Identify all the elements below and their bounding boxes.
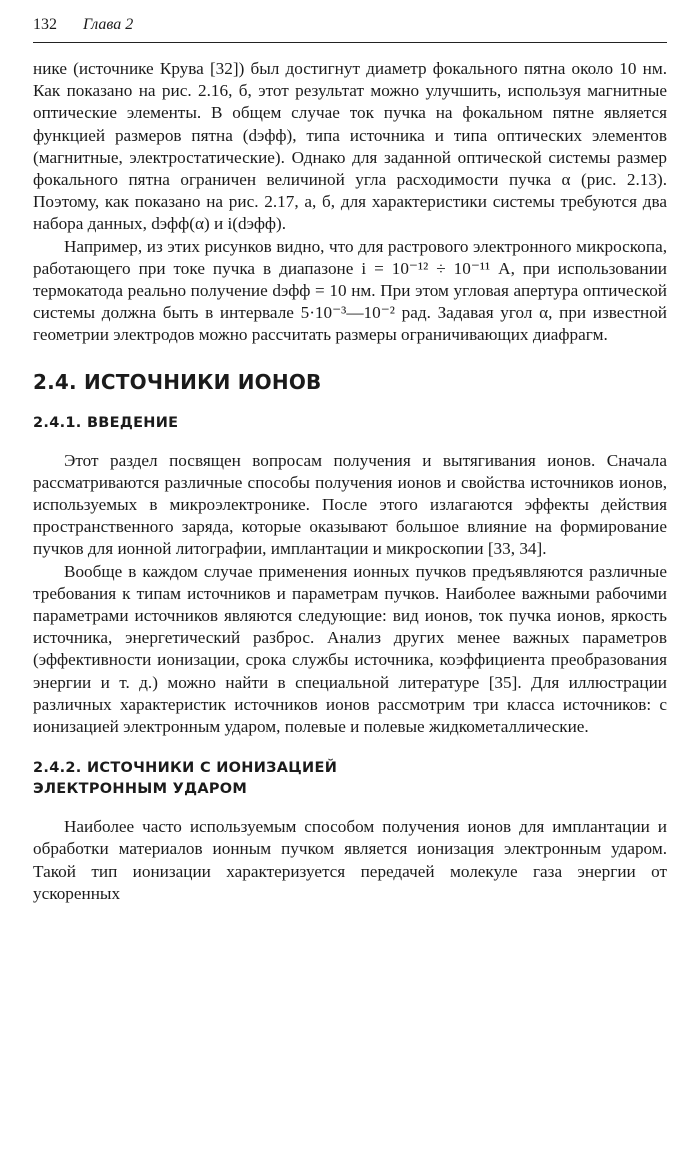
subsection-heading-1: 2.4.1. ВВЕДЕНИЕ xyxy=(33,414,179,431)
chapter-title: Глава 2 xyxy=(83,16,134,33)
header-rule xyxy=(33,42,667,43)
subsection-heading-2-line1: 2.4.2. ИСТОЧНИКИ С ИОНИЗАЦИЕЙ xyxy=(33,760,338,777)
page-body xyxy=(33,58,667,905)
paragraph-4: Вообще в каждом случае применения ионных пучков предъявляются различные требования к типам источников и параметрам пучков. Наиболее важными рабочими параметрами источников являются следующие: вид ионов, ток пучка ионов, яркость источника, энергетический разброс. Анализ других менее важных параметров (эффективности ионизации, срока службы источника, коэффициента преобразования энергии и т. д.) можно найти в специальной литературе [35]. Для иллюстрации различных характеристик источников ионов рассмотрим три класса источников: с ионизацией электронным ударом, полевые и полевые жидкометаллические. xyxy=(33,561,667,737)
subsection-heading-2 xyxy=(33,758,667,800)
paragraph-5: Наиболее часто используемым способом получения ионов для имплантации и обработки материалов ионным пучком является ионизация электронным ударом. Такой тип ионизации характеризуется передачей молекуле газа энергии от ускоренных xyxy=(33,817,667,903)
paragraph-1: нике (источнике Крува [32]) был достигнут диаметр фокального пятна около 10 нм. Как показано на рис. 2.16, б, этот результат можно улучшить, используя магнитные оптические элементы. В общем случае ток пучка на фокальном пятне является функцией размеров пятна (dэфф), типа источника и типа оптических элементов (магнитные, электростатические). Однако для заданной оптической системы размер фокального пятна ограничен величиной угла расходимости пучка α (рис. 2.13). Поэтому, как показано на рис. 2.17, а, б, для характеристики системы требуются два набора данных, dэфф(α) и i(dэфф). xyxy=(33,59,667,234)
paragraph-3: Этот раздел посвящен вопросам получения и вытягивания ионов. Сначала рассматриваются различные способы получения ионов и свойства источников ионов, используемых в микроэлектронике. После этого излагаются эффекты действия пространственного заряда, которые оказывают большое влияние на формирование пучков для ионной литографии, имплантации и микроскопии [33, 34]. xyxy=(33,450,667,559)
subsection-heading-2-line2: ЭЛЕКТРОННЫМ УДАРОМ xyxy=(33,781,248,798)
running-header xyxy=(33,12,667,40)
paragraph-2: Например, из этих рисунков видно, что для растрового электронного микроскопа, работающего при токе пучка в диапазоне i = 10⁻¹² ÷ 10⁻¹¹ А, при использовании термокатода реально получение dэфф = 10 нм. При этом угловая апертура оптической системы должна быть в интервале 5·10⁻³—10⁻² рад. Задавая угол α, при известной геометрии электродов можно рассчитать размеры ограничивающих диафрагм. xyxy=(33,236,667,345)
section-heading: 2.4. ИСТОЧНИКИ ИОНОВ xyxy=(33,369,322,394)
page-number: 132 xyxy=(33,16,57,33)
